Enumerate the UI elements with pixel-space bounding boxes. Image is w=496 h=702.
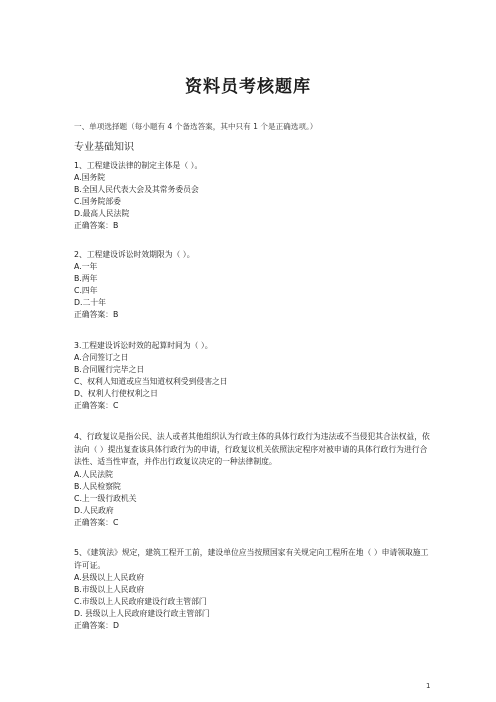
option-a: A.合同签订之日 (74, 353, 129, 362)
option-c: C.市级以上人民政府建设行政主管部门 (74, 597, 207, 607)
option-a: A.县级以上人民政府 (74, 573, 145, 583)
question-stem: 3.工程建设诉讼时效的起算时间为（ ）。 (74, 341, 213, 350)
question-4 (74, 431, 434, 529)
option-d: D. 县级以上人民政府建设行政主管部门 (74, 609, 210, 619)
option-b: B.全国人民代表大会及其常务委员会 (74, 185, 199, 194)
question-5 (74, 547, 434, 632)
option-c: C.国务院部委 (74, 197, 121, 206)
question-stem: 1、工程建设法律的制定主体是（ ）。 (74, 161, 203, 170)
correct-answer: 正确答案：C (74, 401, 119, 410)
question-stem: 4、行政复议是指公民、法人或者其他组织认为行政主体的具体行政行为违法或不当侵犯其合法权益，依法向（ ）提出复查该具体行政行为的申请，行政复议机关依照法定程序对被申请的具体行政行为进行合法性、适当性审查，并作出行政复议决定的一种法律制度。 (74, 432, 430, 467)
question-3 (74, 340, 434, 412)
option-b: B.两年 (74, 274, 98, 283)
option-c: C、权利人知道或应当知道权利受到侵害之日 (74, 377, 228, 386)
correct-answer: 正确答案：B (74, 310, 119, 319)
option-d: D.二十年 (74, 298, 106, 307)
question-stem: 2、工程建设诉讼时效期限为（ ）。 (74, 250, 195, 259)
correct-answer: 正确答案：C (74, 518, 119, 528)
option-a: A.人民法院 (74, 470, 113, 480)
option-d: D、权利人行使权利之日 (74, 389, 158, 398)
option-c: C.上一级行政机关 (74, 494, 137, 504)
option-b: B.市级以上人民政府 (74, 585, 145, 595)
question-stem: 5、《建筑法》规定，建筑工程开工前，建设单位应当按照国家有关规定向工程所在地（ ）申请领取施工许可证。 (74, 548, 429, 570)
option-d: D.最高人民法院 (74, 209, 130, 218)
option-a: A.国务院 (74, 173, 106, 182)
option-b: B.人民检察院 (74, 482, 121, 492)
option-a: A.一年 (74, 262, 98, 271)
section-instructions: 一、单项选择题（每小题有 4 个备选答案，其中只有 1 个是正确选项。） (74, 122, 318, 131)
option-b: B.合同履行完毕之日 (74, 365, 145, 374)
document-title: 资料员考核题库 (185, 77, 311, 97)
question-1 (74, 160, 434, 232)
correct-answer: 正确答案：D (74, 621, 119, 631)
option-d: D.人民政府 (74, 506, 114, 516)
page-number: 1 (426, 682, 431, 690)
question-2 (74, 249, 434, 321)
correct-answer: 正确答案：B (74, 221, 119, 230)
option-c: C.四年 (74, 286, 98, 295)
section-heading: 专业基础知识 (74, 142, 134, 153)
